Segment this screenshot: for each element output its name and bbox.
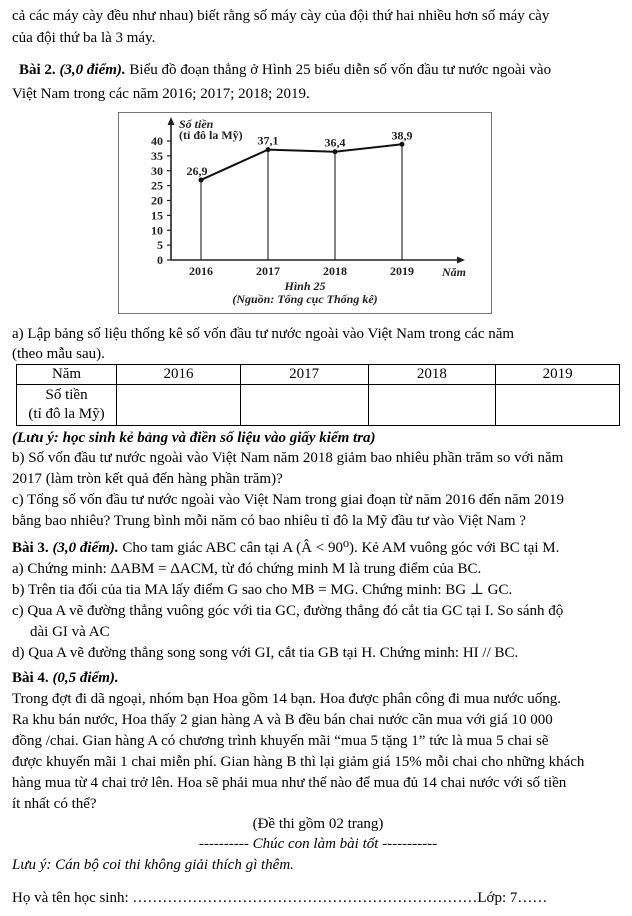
- row-label-line2: (tỉ đô la Mỹ): [28, 406, 105, 422]
- data-label: 26,9: [186, 163, 208, 178]
- bai2-note: (Lưu ý: học sinh kẻ bảng và điền số liệu vào giấy kiểm tra): [12, 430, 376, 446]
- bai3-qa: a) Chứng minh: ΔABM = ΔACM, từ đó chứng minh M là trung điểm của BC.: [12, 561, 482, 577]
- table-row-label: [17, 385, 117, 426]
- bai4-line-3: đồng /chai. Gian hàng A có chương trình khuyến mãi “mua 5 tặng 1” tức là mua 5 chai sẽ: [12, 733, 549, 749]
- chart-ylabel-line1: Số tiền: [179, 117, 214, 131]
- footer-name-line: Họ và tên học sinh: ……………………………………………………………Lớp: 7……: [12, 890, 548, 906]
- data-point: [266, 147, 271, 152]
- data-point: [400, 142, 405, 147]
- data-label: 38,9: [391, 128, 413, 143]
- chart-xlabel: Năm: [442, 265, 466, 279]
- y-tick-label: 15: [151, 208, 163, 223]
- table-header-cell: 2017: [240, 365, 368, 385]
- bai3-heading: [12, 538, 624, 558]
- intro-line-2: của đội thứ ba là 3 máy.: [12, 30, 156, 46]
- y-tick-label: 35: [151, 148, 163, 163]
- bai3-label: Bài 3.: [12, 540, 49, 556]
- footer-note: Lưu ý: Cán bộ coi thi không giải thích gì thêm.: [12, 857, 294, 873]
- stats-table: [16, 364, 620, 426]
- table-header-row: [17, 365, 620, 385]
- bai4-heading: [12, 668, 624, 688]
- y-tick-label: 10: [151, 223, 163, 238]
- bai4-line-2: Ra khu bán nước, Hoa thấy 2 gian hàng A và B đều bán chai nước cần mua với giá 10 000: [12, 712, 553, 728]
- bai4-line-6: ít nhất có thể?: [12, 796, 97, 812]
- table-cell-empty: [368, 385, 496, 426]
- bai4-line-1: Trong đợt đi dã ngoại, nhóm bạn Hoa gồm 14 bạn. Hoa được phân công đi mua nước uống.: [12, 691, 562, 707]
- bai2-points: (3,0 điểm).: [59, 62, 126, 78]
- x-axis-arrow: [457, 257, 465, 264]
- data-point: [199, 177, 204, 182]
- bai2-heading: [19, 60, 631, 80]
- bai2-qa-line2: (theo mẫu sau).: [12, 346, 105, 362]
- bai2-label: Bài 2.: [19, 62, 56, 78]
- y-tick-label: 40: [151, 134, 163, 148]
- bai4-line-5: hàng mua từ 4 chai trở lên. Hoa sẽ phải mua như thế nào để mua đủ 14 chai nước với số tiền: [12, 775, 567, 791]
- x-tick-label: 2016: [189, 264, 213, 278]
- bai2-qc-line1: c) Tổng số vốn đầu tư nước ngoài vào Việt Nam trong giai đoạn từ năm 2016 đến năm 2019: [12, 492, 565, 508]
- x-tick-label: 2017: [256, 264, 280, 278]
- bai2-text2: Việt Nam trong các năm 2016; 2017; 2018; 2019.: [12, 86, 310, 102]
- table-row: [17, 385, 620, 426]
- bai4-label: Bài 4.: [12, 670, 49, 686]
- table-header-cell: 2016: [117, 365, 241, 385]
- chart-ylabel-line2: (tỉ đô la Mỹ): [179, 128, 243, 142]
- chart-source: (Nguồn: Tổng cục Thống kê): [232, 292, 378, 306]
- footer-pages: (Đề thi gồm 02 trang): [252, 816, 384, 832]
- bai2-qc-line2: bằng bao nhiêu? Trung bình mỗi năm có bao nhiêu tỉ đô la Mỹ đầu tư vào Việt Nam ?: [12, 513, 526, 529]
- bai3-points: (3,0 điểm).: [52, 540, 119, 556]
- data-label: 37,1: [257, 133, 279, 148]
- y-tick-label: 25: [151, 178, 163, 193]
- table-header-cell: 2018: [368, 365, 496, 385]
- x-tick-label: 2018: [323, 264, 347, 278]
- y-tick-label: 30: [151, 163, 163, 178]
- bai4-line-4: được khuyến mãi 1 chai miễn phí. Gian hàng B thì lại giảm giá 15% mỗi chai cho những khách: [12, 754, 585, 770]
- bai3-qc-line1: c) Qua A vẽ đường thẳng vuông góc với tia GC, đường thẳng đó cắt tia GC tại I. So sánh độ: [12, 603, 564, 619]
- bai3-qc-line2: dài GI và AC: [30, 624, 110, 640]
- bai2-qa-line1: a) Lập bảng số liệu thống kê số vốn đầu tư nước ngoài vào Việt Nam trong các năm: [12, 326, 515, 342]
- table-cell-empty: [117, 385, 241, 426]
- chart-caption: Hình 25: [284, 279, 326, 293]
- data-label: 36,4: [324, 135, 346, 150]
- bai3-qb: b) Trên tia đối của tia MA lấy điểm G sao cho MB = MG. Chứng minh: BG ⊥ GC.: [12, 582, 513, 598]
- series-line: [201, 144, 402, 180]
- bai2-qb-line2: 2017 (làm tròn kết quả đến hàng phần trăm)?: [12, 471, 283, 487]
- y-axis-arrow: [168, 117, 175, 125]
- line-chart-hinh-25: [118, 112, 492, 314]
- intro-line-1: cả các máy cày đều như nhau) biết rằng số máy cày của đội thứ hai nhiều hơn số máy cày: [12, 8, 550, 24]
- bai3-text: Cho tam giác ABC cân tại A (Â < 90⁰). Kẻ AM vuông góc với BC tại M.: [118, 540, 560, 556]
- footer-wish: ---------- Chúc con làm bài tốt -----------: [198, 836, 438, 852]
- table-header-cell: 2019: [496, 365, 620, 385]
- data-point: [333, 149, 338, 154]
- row-label-line1: Số tiền: [45, 387, 88, 403]
- table-cell-empty: [240, 385, 368, 426]
- bai2-text1: Biểu đồ đoạn thẳng ở Hình 25 biểu diễn số vốn đầu tư nước ngoài vào: [125, 62, 552, 78]
- chart-svg: [119, 113, 491, 313]
- bai3-qd: d) Qua A vẽ đường thẳng song song với GI, cắt tia GB tại H. Chứng minh: HI // BC.: [12, 645, 519, 661]
- bai4-points: (0,5 điểm).: [52, 670, 119, 686]
- x-tick-label: 2019: [390, 264, 414, 278]
- y-tick-label: 20: [151, 193, 163, 208]
- y-tick-label: 5: [157, 238, 163, 253]
- table-cell-empty: [496, 385, 620, 426]
- table-header-cell: Năm: [17, 365, 117, 385]
- bai2-qb-line1: b) Số vốn đầu tư nước ngoài vào Việt Nam năm 2018 giảm bao nhiêu phần trăm so với năm: [12, 450, 564, 466]
- y-tick-label: 0: [157, 253, 163, 267]
